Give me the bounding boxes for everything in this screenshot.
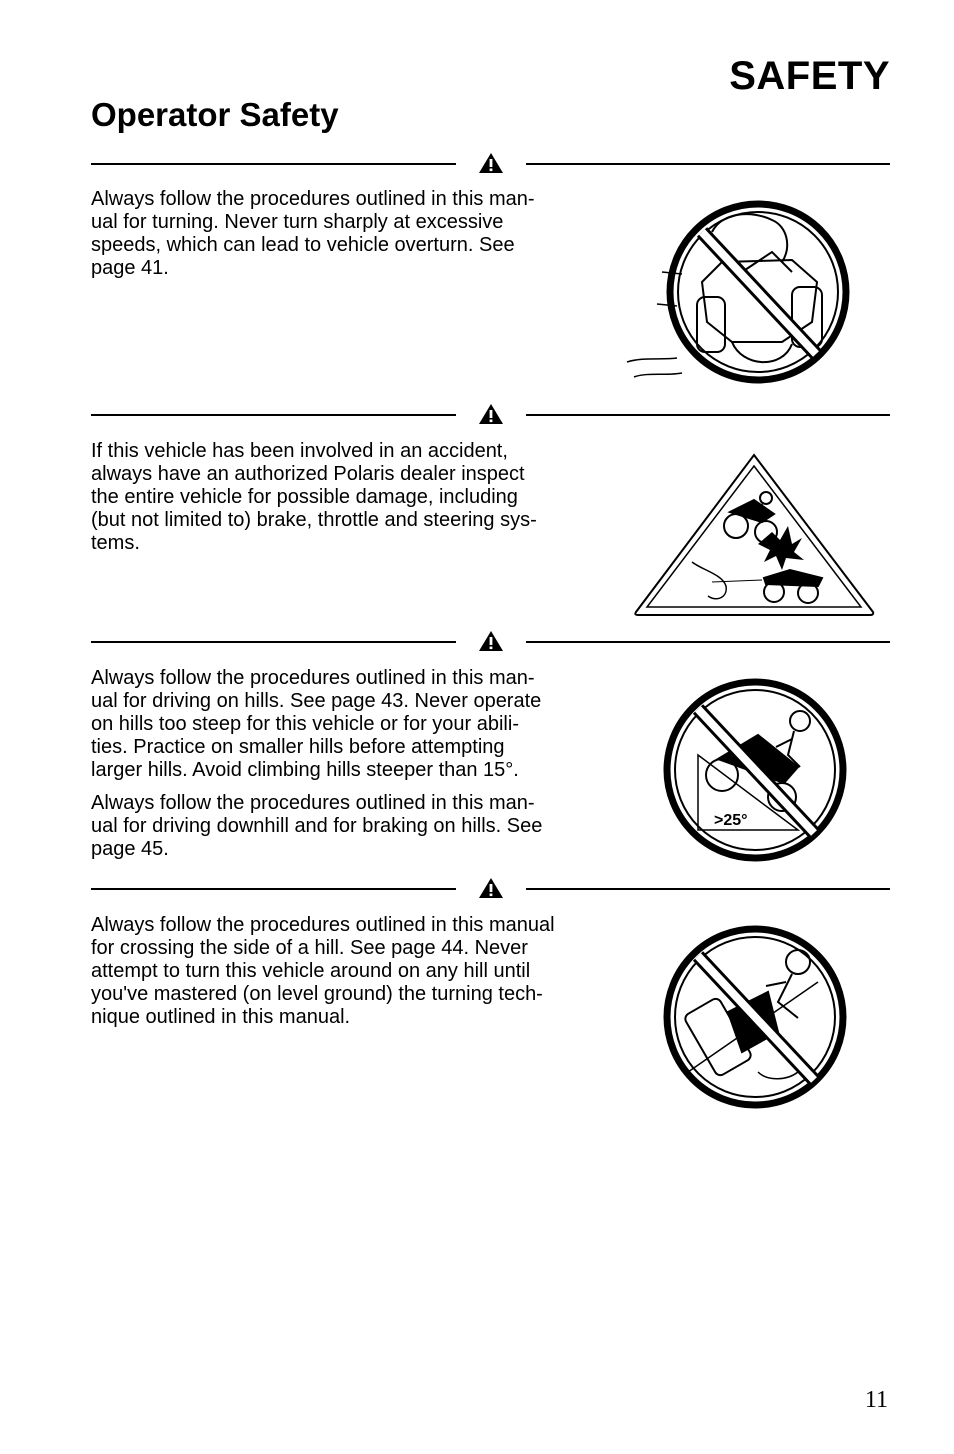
- warning-paragraph: Always follow the procedures outlined in this manual for crossing the side of a hill. See page 44. Never attempt to turn this vehicle around on any hill until you've mastered (on level ground) the turning tech- nique outlined in this manual.: [91, 914, 555, 1028]
- no-steep-hill-sign-icon: [658, 675, 852, 865]
- warning-text: [91, 667, 611, 871]
- warning-paragraph: Always follow the procedures outlined in this man- ual for driving on hills. See page 43. Never operate on hills too steep for this vehicle or for your abili- ties. Practice on smaller hills before attempting larger hills. Avoid climbing hills steeper than 15°.: [91, 667, 542, 781]
- no-hill-turnaround-sign-icon: [658, 922, 852, 1112]
- warning-divider: [91, 630, 890, 654]
- warning-divider: [91, 152, 890, 176]
- warning-paragraph: Always follow the procedures outlined in this man- ual for turning. Never turn sharply at excessive speeds, which can lead to vehicle overturn. See page 41.: [91, 188, 535, 279]
- warning-paragraph: Always follow the procedures outlined in this man- ual for driving downhill and for braking on hills. See page 45.: [91, 792, 543, 860]
- no-sharp-turn-sign-icon: [622, 192, 858, 394]
- hill-angle-label: >25°: [714, 812, 748, 829]
- warning-text: [91, 914, 611, 1039]
- page-number: 11: [864, 1387, 888, 1413]
- warning-divider: [91, 403, 890, 427]
- warning-divider: [91, 877, 890, 901]
- section-title: SAFETY: [729, 54, 890, 98]
- warning-paragraph: If this vehicle has been involved in an accident, always have an authorized Polaris dealer inspect the entire vehicle for possible damage, including (but not limited to) brake, throttle and steering sys- tems.: [91, 440, 537, 554]
- page-heading: Operator Safety: [91, 96, 339, 133]
- warning-triangle-icon: [478, 877, 504, 899]
- warning-triangle-icon: [478, 630, 504, 652]
- accident-warning-triangle-icon: [632, 452, 876, 618]
- warning-text: [91, 440, 611, 565]
- warning-triangle-icon: [478, 152, 504, 174]
- warning-text: [91, 188, 611, 290]
- warning-triangle-icon: [478, 403, 504, 425]
